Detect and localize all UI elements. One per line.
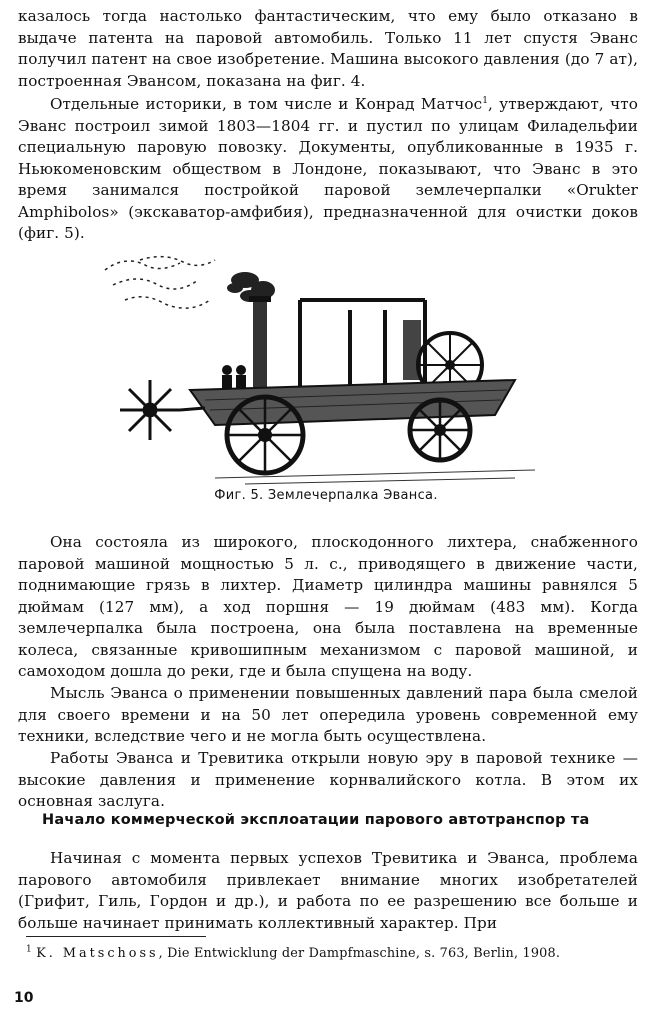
paragraph-6: Начиная с момента первых успехов Тревитика и Эванса, проблема парового автомобиля привлекает внимание многих изобретателей (Грифит, Гиль, Гордон и др.), и работа по ее разрешению все больше и больше начинает принимать коллективный характер. При (18, 849, 638, 932)
paragraph-1: казалось тогда настолько фантастическим, что ему было отказано в выдаче патента на паровой автомобиль. Только 11 лет спустя Эванс получил патент на свое изобретение. Машина высокого давления (до 7 ат), построенная Эвансом, показана на фиг. 4. (18, 7, 638, 90)
paragraph-2-end: , утверждают, что Эванс построил зимой 1803—1804 гг. и пустил по улицам Филадельфии специальную паровую повозку. Документы, опубликованные в 1935 г. Ньюкоменовским обществом в Лондоне, показывают, что Эванс в это время занимался постройкой паровой землечерпалки «Orukter Amphibolos» (экскаватор-амфибия), предназначенной для очистки доков (фиг. 5). (18, 95, 638, 242)
paragraph-4: Мысль Эванса о применении повышенных давлений пара была смелой для своего времени и на 50 лет опередила уровень современной ему техники, вследствие чего и не могла быть осуществлена. (18, 684, 638, 745)
footnote-author: K. Matschoss (36, 946, 159, 961)
front-wheel (410, 400, 470, 460)
footnote-text: , Die Entwicklung der Dampfmaschine, s. 763, Berlin, 1908. (158, 946, 561, 961)
people (222, 365, 246, 391)
paragraph-5: Работы Эванса и Тревитика открыли новую эру в паровой технике — высокие давления и применение корнвалийского котла. В этом их основная заслуга. (18, 749, 638, 810)
paragraph-2 (18, 94, 638, 245)
rear-wheel (227, 397, 303, 473)
paragraph-2-start: Отдельные историки, в том числе и Конрад Матчос (50, 95, 483, 113)
page-number: 10 (14, 990, 34, 1006)
dredger-illustration (95, 240, 565, 490)
paragraph-3: Она состояла из широкого, плоскодонного лихтера, снабженного паровой машиной мощностью 5 л. с., приводящего в движение части, поднимающие грязь в лихтер. Диаметр цилиндра машины равнялся 5 дюймам (127 мм), а ход поршня — 19 дюймам (483 мм). Когда землечерпалка была построена, она была поставлена на временные колеса, связанные кривошипным механизмом с паровой машиной, и самоходом дошла до реки, где и была спущена на воду. (18, 533, 638, 680)
footnote-ref: 1 (482, 95, 489, 106)
footnote-marker: 1 (26, 944, 32, 955)
section-heading: Начало коммерческой эксплоатации парового автотранспор та (42, 812, 590, 828)
steam-puffs (105, 257, 215, 309)
footnote (26, 944, 638, 963)
figure-caption: Фиг. 5. Землечерпалка Эванса. (214, 488, 438, 503)
chimney (253, 298, 267, 398)
footnote-divider (26, 936, 206, 937)
